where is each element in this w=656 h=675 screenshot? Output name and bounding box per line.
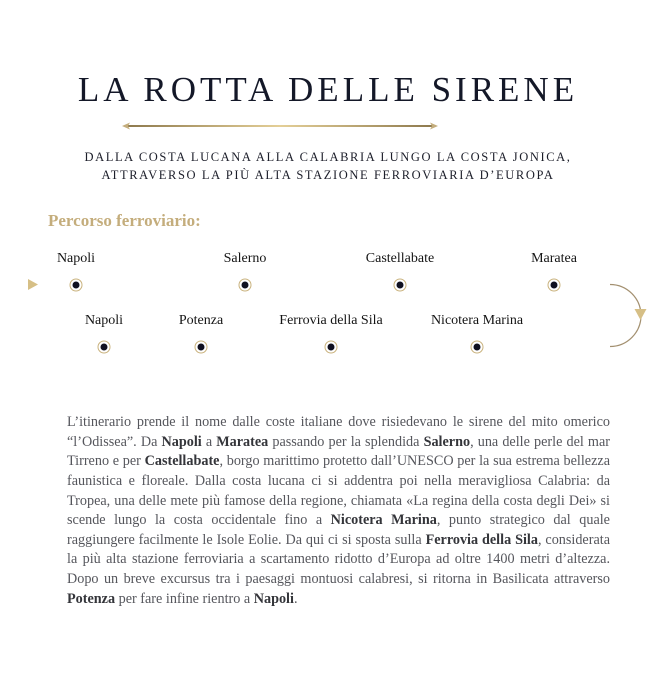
highlighted-place-name: Nicotera Marina (330, 512, 437, 529)
station-marker-icon (195, 340, 208, 353)
subtitle-line-2: ATTRAVERSO LA PIÙ ALTA STAZIONE FERROVIARIA D’EUROPA (101, 168, 555, 182)
subtitle-line-1: DALLA COSTA LUCANA ALLA CALABRIA LUNGO LA COSTA JONICA, (84, 150, 572, 164)
description-text: a (201, 433, 217, 450)
page-subtitle (0, 148, 656, 184)
station-label: Nicotera Marina (430, 313, 524, 328)
station-label: Ferrovia della Sila (279, 313, 383, 328)
route-start-arrow-icon (28, 279, 38, 290)
description-text: , borgo marittimo protetto dall’UNESCO per la sua estrema bellezza faunistica e floreale. Dalla costa lucana ci si addentra poi nella meravigliosa Calabria: da Tropea, una delle mete più famose della regione, chiamata «La regina della costa degli Dei» si scende lungo la costa occidentale fino a (67, 453, 610, 529)
highlighted-place-name: Salerno (423, 433, 471, 450)
itinerary-description (67, 413, 610, 609)
route-turn-arrow-icon (635, 309, 647, 320)
highlighted-place-name: Maratea (216, 433, 269, 450)
description-text: , punto strategico dal quale raggiungere facilmente le Isole Eolie. Da qui ci si sposta sulla (67, 512, 610, 548)
station-marker-icon (548, 278, 561, 291)
station-marker-icon (70, 278, 83, 291)
station-label: Potenza (178, 313, 224, 328)
description-text: passando per la splendida (268, 433, 424, 450)
station-marker-icon (325, 340, 338, 353)
page-title: LA ROTTA DELLE SIRENE (77, 70, 579, 109)
station-label: Napoli (84, 313, 124, 328)
route-section-heading: Percorso ferroviario: (48, 211, 201, 230)
station-marker-icon (98, 340, 111, 353)
highlighted-place-name: Potenza (67, 590, 116, 607)
description-text: , una delle perle del mar Tirreno e per (67, 433, 610, 470)
station-marker-icon (471, 340, 484, 353)
highlighted-place-name: Napoli (253, 590, 294, 607)
station-marker-icon (394, 278, 407, 291)
station-marker-icon (239, 278, 252, 291)
station-label: Maratea (531, 251, 577, 266)
decorative-gold-arrow-rule (122, 121, 438, 131)
description-text: L’itinerario prende il nome dalle coste italiane dove risiedevano le sirene del mito omerico “l’Odissea”. Da (67, 414, 610, 450)
description-text: , considerata la più alta stazione ferroviaria a scartamento ridotto d’Europa ad oltre 1400 metri d’altezza. Dopo un breve excursus tra i paesaggi montuosi calabresi, si ritorna in Basilicata attraverso (67, 531, 610, 587)
station-label: Salerno (223, 251, 267, 266)
description-text: per fare infine rientro a (115, 590, 254, 607)
highlighted-place-name: Ferrovia della Sila (425, 531, 538, 548)
highlighted-place-name: Napoli (161, 433, 202, 450)
railway-route-diagram (0, 240, 656, 360)
station-label: Napoli (56, 251, 96, 266)
highlighted-place-name: Castellabate (144, 453, 220, 470)
station-label: Castellabate (365, 251, 435, 266)
description-text: . (293, 590, 298, 607)
